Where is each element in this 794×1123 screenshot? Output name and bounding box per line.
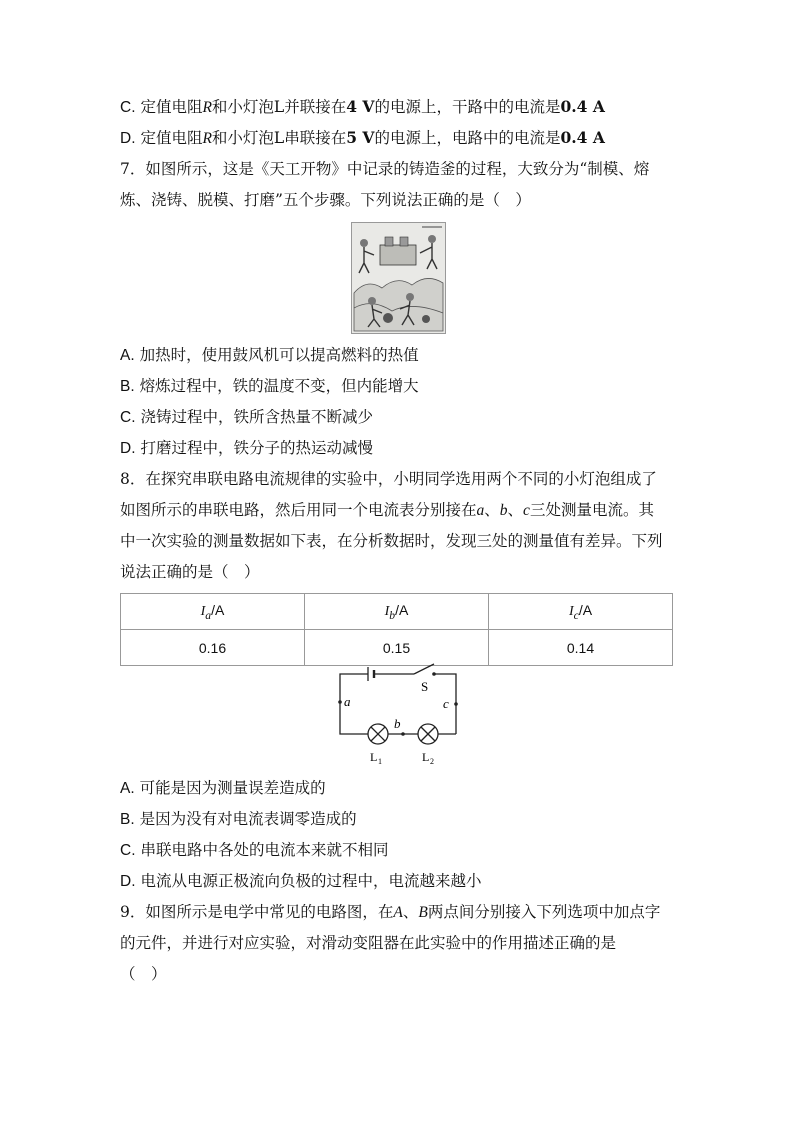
table-header-row (121, 594, 673, 630)
label-l1-sub: 1 (378, 757, 382, 766)
q7-stem-line2: 炼、浇铸、脱模、打磨”五个步骤。下列说法正确的是（ ） (120, 191, 531, 209)
separator: 、 (484, 501, 500, 519)
q8-option-b[interactable] (120, 809, 357, 830)
stem-text: 三处测量电流。其 (529, 501, 654, 519)
stem-text: 两点间分别接入下列选项中加点字 (427, 903, 661, 921)
tiangong-kaiwu-illustration (351, 222, 446, 334)
voltage-value: 5 V (346, 128, 375, 147)
option-text: 和小灯泡L并联接在 (211, 98, 347, 116)
option-text: 定值电阻 (140, 98, 203, 116)
series-circuit-diagram (330, 660, 470, 770)
option-text: 浇铸过程中，铁所含热量不断减少 (140, 408, 373, 426)
option-text: 打磨过程中，铁分子的热运动减慢 (140, 439, 373, 457)
option-letter: A. (120, 780, 135, 797)
voltage-value: 4 V (346, 97, 375, 116)
option-text: 和小灯泡L串联接在 (211, 129, 347, 147)
option-letter: D. (120, 130, 136, 147)
label-b: b (394, 716, 401, 731)
point-b: b (499, 502, 508, 519)
symbol-r: R (202, 99, 212, 116)
label-l2-sub: 2 (430, 757, 434, 766)
q7-option-d[interactable] (120, 438, 373, 459)
table-header-cell: $I_c/A$ (489, 594, 673, 630)
option-text: 加热时，使用鼓风机可以提高燃料的热值 (139, 346, 419, 364)
q9-stem-line3: （ ） (120, 965, 167, 983)
prev-option-c (120, 97, 605, 118)
option-letter: B. (120, 378, 135, 395)
option-text: 熔炼过程中，铁的温度不变，但内能增大 (139, 377, 419, 395)
point-c: c (523, 502, 530, 519)
q8-option-a[interactable] (120, 778, 326, 799)
point-A: A (393, 904, 403, 921)
point-a: a (476, 502, 485, 519)
label-l1: L (370, 750, 378, 764)
option-letter: C. (120, 409, 136, 426)
option-text: 的电源上，干路中的电流是 (374, 98, 561, 116)
prev-option-d (120, 128, 605, 149)
q9-stem-line1 (120, 902, 660, 923)
q7-option-c[interactable] (120, 407, 373, 428)
separator: 、 (402, 903, 419, 921)
table-cell: 0.14 (489, 630, 673, 666)
current-measurement-table (120, 593, 673, 666)
stem-text: 9．如图所示是电学中常见的电路图，在 (120, 903, 394, 921)
label-a: a (344, 694, 351, 709)
point-a-dot (338, 700, 342, 704)
table-header-cell: $I_a/A$ (121, 594, 305, 630)
point-b-dot (401, 732, 405, 736)
table-cell: 0.16 (121, 630, 305, 666)
q9-stem-line2: 的元件，并进行对应实验，对滑动变阻器在此实验中的作用描述正确的是 (120, 934, 617, 952)
stem-text: 如图所示的串联电路，然后用同一个电流表分别接在 (120, 501, 477, 519)
q8-stem-line4: 说法正确的是（ ） (120, 563, 260, 581)
q7-option-a[interactable] (120, 345, 419, 366)
q7-stem-line1: 7．如图所示，这是《天工开物》中记录的铸造釜的过程，大致分为“制模、熔 (120, 160, 650, 178)
point-B: B (418, 904, 428, 921)
q8-stem-line3: 中一次实验的测量数据如下表，在分析数据时，发现三处的测量值有差异。下列 (120, 532, 663, 550)
option-letter: D. (120, 440, 136, 457)
label-c: c (443, 696, 449, 711)
switch-blade (414, 664, 434, 674)
option-letter: D. (120, 873, 136, 890)
separator: 、 (507, 501, 524, 519)
option-text: 串联电路中各处的电流本来就不相同 (140, 841, 389, 859)
option-text: 可能是因为测量误差造成的 (139, 779, 326, 797)
option-text: 是因为没有对电流表调零造成的 (139, 810, 357, 828)
option-letter: A. (120, 347, 135, 364)
q8-option-c[interactable] (120, 840, 388, 861)
label-switch: S (421, 679, 429, 694)
option-letter: B. (120, 811, 135, 828)
q7-option-b[interactable] (120, 376, 419, 397)
q8-stem-line1: 8．在探究串联电路电流规律的实验中，小明同学选用两个不同的小灯泡组成了 (120, 470, 657, 488)
option-text: 电流从电源正极流向负极的过程中，电流越来越小 (140, 872, 482, 890)
table-header-cell: $I_b/A$ (305, 594, 489, 630)
point-c-dot (454, 702, 458, 706)
option-text: 的电源上，电路中的电流是 (374, 129, 561, 147)
q8-option-d[interactable] (120, 871, 481, 892)
current-value: 0.4 A (560, 128, 605, 147)
option-letter: C. (120, 99, 136, 116)
option-text: 定值电阻 (140, 129, 203, 147)
q8-stem-line2 (120, 500, 654, 521)
symbol-r: R (202, 130, 212, 147)
current-value: 0.4 A (560, 97, 605, 116)
option-letter: C. (120, 842, 136, 859)
table-cell: 0.15 (305, 630, 489, 666)
label-l2: L (422, 750, 430, 764)
